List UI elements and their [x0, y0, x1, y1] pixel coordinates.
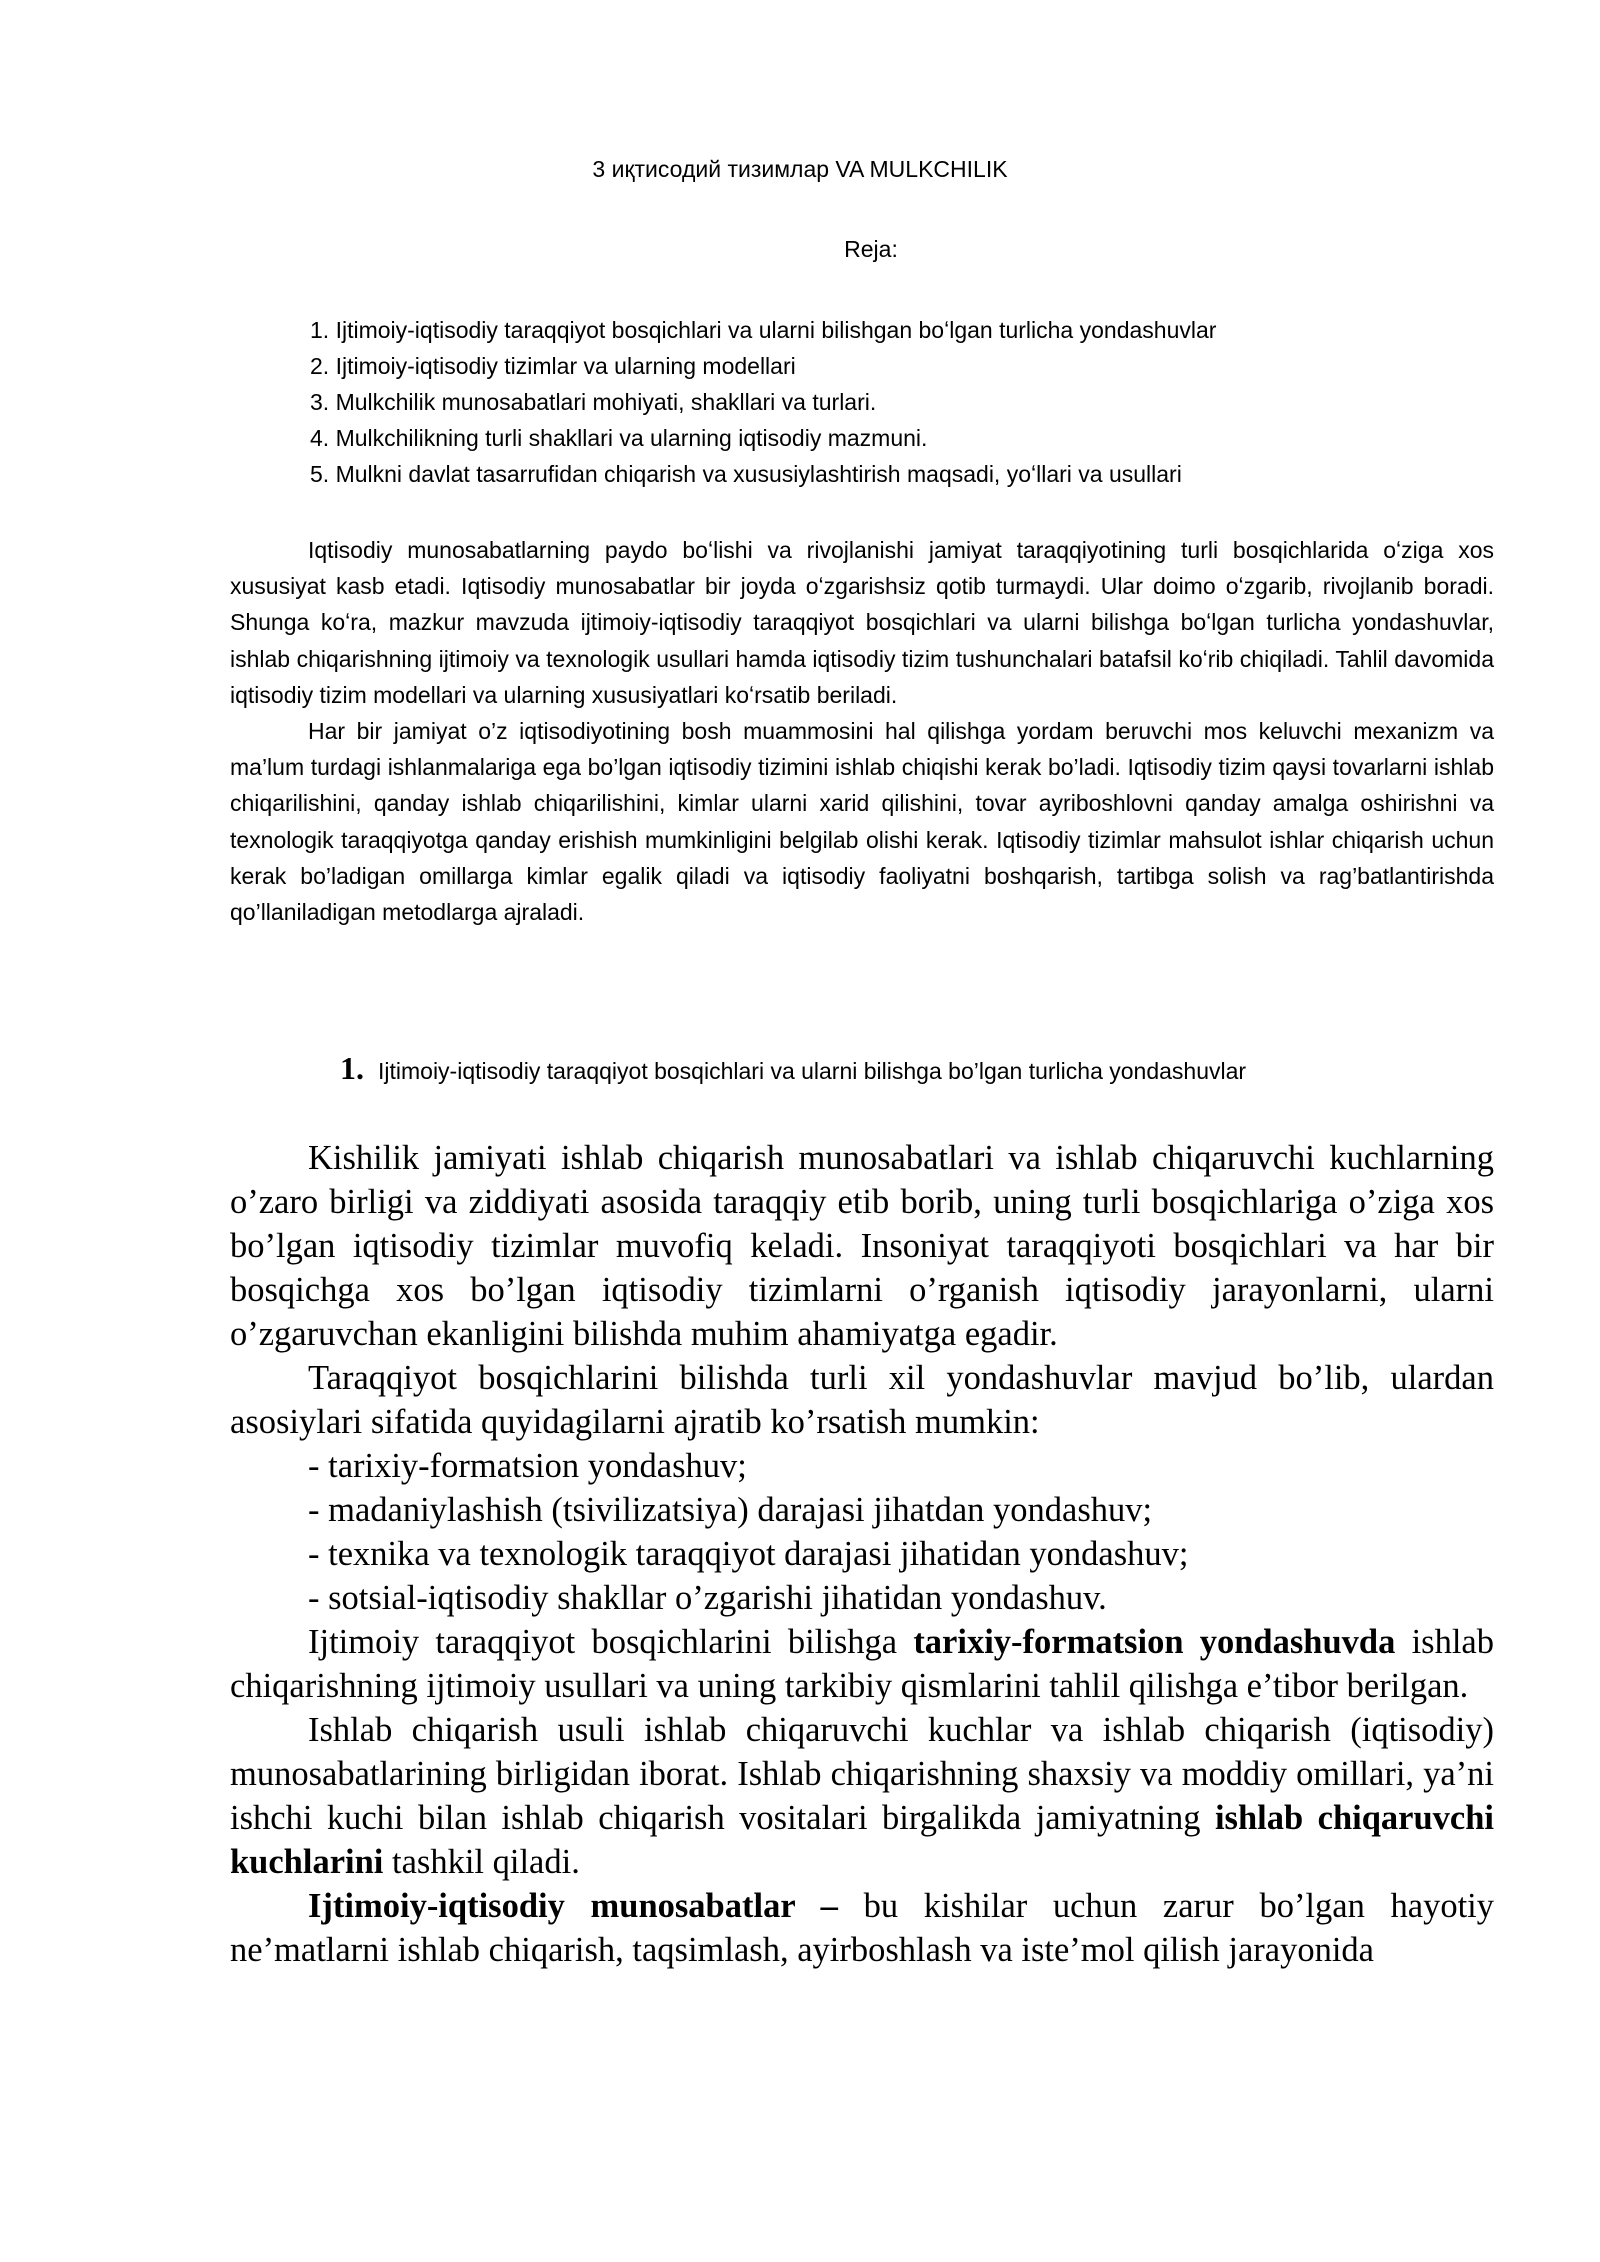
plan-item: 1. Ijtimoiy-iqtisodiy taraqqiyot bosqichlari va ularni bilishgan boʻlgan turlicha yondashuvlar	[310, 317, 1217, 343]
body-paragraph	[230, 1708, 1494, 1884]
body-paragraph	[230, 1620, 1494, 1708]
intro-paragraph: Har bir jamiyat o’z iqtisodiyotining bosh muammosini hal qilishga yordam beruvchi mos keluvchi mexanizm va ma’lum turdagi ishlanmalariga ega bo’lgan iqtisodiy tizimini ishlab chiqishi kerak bo’ladi. Iqtisodiy tizim qaysi tovarlarni ishlab chiqarilishini, qanday ishlab chiqarilishini, kimlar ularni xarid qilishini, tovar ayriboshlovni qanday amalga oshirishni va texnologik taraqqiyotga qanday erishish mumkinligini belgilab olishi kerak. Iqtisodiy tizimlar mahsulot ishlar chiqarish uchun kerak bo’ladigan omillarga kimlar egalik qiladi va iqtisodiy faoliyatni boshqarish, tartibga solish va rag’batlantirishda qo’llaniladigan metodlarga ajraladi.	[230, 718, 1494, 926]
document-title: 3 иқтисодий тизимлар VA MULKCHILIK	[592, 156, 1008, 182]
plan-heading: Reja:	[844, 236, 898, 262]
body-bold-term: Ijtimoiy-iqtisodiy munosabatlar –	[308, 1887, 838, 1925]
approaches-list	[230, 1444, 1494, 1620]
plan-item: 5. Mulkni davlat tasarrufidan chiqarish va xususiylashtirish maqsadi, yoʻllari va usullari	[310, 461, 1182, 487]
section-body	[230, 1136, 1494, 1972]
section-heading	[340, 1050, 1246, 1087]
section-title: Ijtimoiy-iqtisodiy taraqqiyot bosqichlari va ularni bilishga bo’lgan turlicha yondashuvlar	[378, 1058, 1247, 1084]
approach-item: - madaniylashish (tsivilizatsiya) darajasi jihatdan yondashuv;	[308, 1491, 1153, 1529]
plan-item: 4. Mulkchilikning turli shakllari va ularning iqtisodiy mazmuni.	[310, 425, 928, 451]
section-number: 1.	[340, 1050, 364, 1086]
body-text: Ishlab chiqarish usuli ishlab chiqaruvchi kuchlar va ishlab chiqarish (iqtisodiy) munosabatlarining birligidan iborat. Ishlab chiqarishning shaxsiy va moddiy omillari, ya’ni ishchi kuchi bilan ishlab chiqarish vositalari birgalikda jamiyatning	[230, 1711, 1494, 1837]
plan-list	[310, 312, 1460, 492]
body-paragraph: Kishilik jamiyati ishlab chiqarish munosabatlari va ishlab chiqaruvchi kuchlarning o’zaro birligi va ziddiyati asosida taraqqiy etib borib, uning turli bosqichlariga o’ziga xos bo’lgan iqtisodiy tizimlar muvofiq keladi. Insoniyat taraqqiyoti bosqichlari va har bir bosqichga xos bo’lgan iqtisodiy tizimlarni o’rganish iqtisodiy jarayonlarni, ularni o’zgaruvchan ekanligini bilishda muhim ahamiyatga egadir.	[230, 1139, 1494, 1353]
approach-item: - sotsial-iqtisodiy shakllar o’zgarishi jihatidan yondashuv.	[308, 1579, 1107, 1617]
body-text: ishlab chiqarishning ijtimoiy usullari va uning tarkibiy qismlarini tahlil qilishga e’tibor berilgan.	[230, 1623, 1494, 1705]
intro-section	[230, 532, 1494, 930]
approach-item: - texnika va texnologik taraqqiyot darajasi jihatidan yondashuv;	[308, 1535, 1189, 1573]
plan-item: 3. Mulkchilik munosabatlari mohiyati, shakllari va turlari.	[310, 389, 877, 415]
body-paragraph: Taraqqiyot bosqichlarini bilishda turli xil yondashuvlar mavjud bo’lib, ulardan asosiylari sifatida quyidagilarni ajratib ko’rsatish mumkin:	[230, 1359, 1494, 1441]
body-paragraph	[230, 1884, 1494, 1972]
body-bold-term: ishlab chiqaruvchi kuchlarini	[230, 1799, 1494, 1881]
intro-paragraph: Iqtisodiy munosabatlarning paydo boʻlishi va rivojlanishi jamiyat taraqqiyotining turli bosqichlarida oʻziga xos xususiyat kasb etadi. Iqtisodiy munosabatlar bir joyda oʻzgarishsiz qotib turmaydi. Ular doimo oʻzgarib, rivojlanib boradi. Shunga koʻra, mazkur mavzuda ijtimoiy-iqtisodiy taraqqiyot bosqichlari va ularni bilishga boʻlgan turlicha yondashuvlar, ishlab chiqarishning ijtimoiy va texnologik usullari hamda iqtisodiy tizim tushunchalari batafsil koʻrib chiqiladi. Tahlil davomida iqtisodiy tizim modellari va ularning xususiyatlari koʻrsatib beriladi.	[230, 537, 1494, 708]
body-text: bu kishilar uchun zarur bo’lgan hayotiy ne’matlarni ishlab chiqarish, taqsimlash, ayirboshlash va iste’mol qilish jarayonida	[230, 1887, 1494, 1969]
body-text: tashkil qiladi.	[383, 1843, 580, 1881]
body-bold-term: tarixiy-formatsion yondashuvda	[913, 1623, 1396, 1661]
plan-item: 2. Ijtimoiy-iqtisodiy tizimlar va ularning modellari	[310, 353, 796, 379]
body-text: Ijtimoiy taraqqiyot bosqichlarini bilishga	[308, 1623, 914, 1661]
approach-item: - tarixiy-formatsion yondashuv;	[308, 1447, 747, 1485]
